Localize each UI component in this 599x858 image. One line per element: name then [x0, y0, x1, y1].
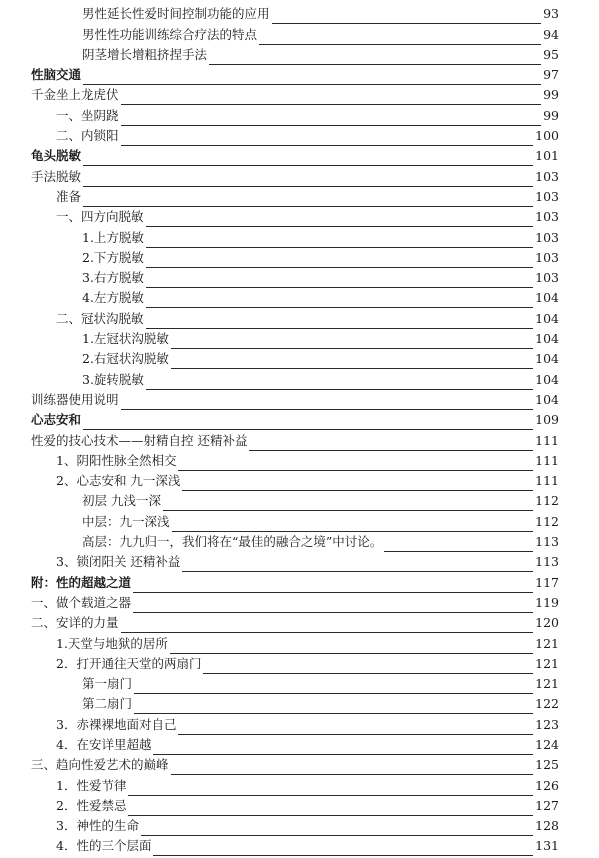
toc-entry-title: 男性延长性爱时间控制功能的应用 [82, 4, 272, 24]
toc-leader-line [31, 165, 559, 166]
toc-entry-title: 二、安详的力量 [31, 613, 121, 633]
toc-entry-title: 1.上方脱敏 [82, 228, 146, 248]
toc-page-number: 103 [533, 268, 559, 288]
toc-page-number: 99 [541, 85, 559, 105]
toc-entry-title: 三、趋向性爱艺术的巅峰 [31, 755, 171, 775]
toc-entry-title: 4．在安详里超越 [56, 735, 153, 755]
toc-leader-line [56, 125, 559, 126]
toc-entry-title: 一、四方向脱敏 [56, 207, 146, 227]
toc-page-number: 104 [533, 370, 559, 390]
toc-leader-line [56, 145, 559, 146]
toc-entry [0, 554, 599, 574]
toc-page-number: 100 [533, 126, 559, 146]
toc-entry [0, 696, 599, 716]
toc-page-number: 112 [533, 512, 559, 532]
toc-entry-title: 阴茎增长增粗挤捏手法 [82, 45, 209, 65]
toc-entry [0, 777, 599, 797]
toc-page-number: 103 [533, 167, 559, 187]
toc-entry-title: 4.左方脱敏 [82, 288, 146, 308]
toc-entry [0, 270, 599, 290]
toc-entry-title: 手法脱敏 [31, 167, 83, 187]
toc-entry-title: 1．性爱节律 [56, 776, 128, 796]
toc-entry [0, 47, 599, 67]
toc-page-number: 109 [533, 410, 559, 430]
toc-entry-title: 2．性爱禁忌 [56, 796, 128, 816]
toc-entry-title: 性脑交通 [31, 65, 83, 85]
toc-page-number: 131 [533, 836, 559, 856]
toc-entry [0, 412, 599, 432]
toc-entry-title: 1.天堂与地狱的居所 [56, 634, 170, 654]
toc-page-number: 101 [533, 146, 559, 166]
toc-entry-title: 1、阴阳性脉全然相交 [56, 451, 178, 471]
toc-leader-line [82, 287, 559, 288]
toc-page-number: 103 [533, 207, 559, 227]
toc-entry-title: 3.旋转脱敏 [82, 370, 146, 390]
toc-entry-title: 4．性的三个层面 [56, 836, 153, 856]
toc-entry [0, 473, 599, 493]
toc-entry-title: 二、内锁阳 [56, 126, 121, 146]
toc-entry [0, 6, 599, 26]
toc-page-number: 94 [541, 25, 559, 45]
toc-entry [0, 513, 599, 533]
toc-entry [0, 453, 599, 473]
toc-page-number: 128 [533, 816, 559, 836]
toc-page-number: 123 [533, 715, 559, 735]
toc-entry-title: 附：性的超越之道 [31, 573, 133, 593]
toc-entry-title: 第一扇门 [82, 674, 134, 694]
toc-page-number: 99 [541, 106, 559, 126]
toc-entry-title: 2.右冠状沟脱敏 [82, 349, 171, 369]
toc-page-number: 103 [533, 187, 559, 207]
toc-entry [0, 574, 599, 594]
toc-page-number: 119 [533, 593, 559, 613]
toc-entry [0, 168, 599, 188]
toc-entry [0, 67, 599, 87]
toc-page-number: 111 [533, 431, 559, 451]
toc-page-number: 113 [533, 552, 559, 572]
toc-leader-line [82, 389, 559, 390]
toc-entry-title: 一、做个载道之器 [31, 593, 133, 613]
toc-entry [0, 432, 599, 452]
toc-entry-title: 二、冠状沟脱敏 [56, 309, 146, 329]
toc-entry-title: 1.左冠状沟脱敏 [82, 329, 171, 349]
toc-entry-title: 高层：九九归一，我们将在“最佳的融合之境”中讨论。 [82, 532, 384, 552]
toc-page-number: 121 [533, 674, 559, 694]
toc-page-number: 121 [533, 654, 559, 674]
toc-page-number: 97 [541, 65, 559, 85]
toc-page-number: 103 [533, 248, 559, 268]
toc-entry [0, 148, 599, 168]
table-of-contents [0, 6, 599, 858]
toc-entry [0, 209, 599, 229]
toc-page-number: 104 [533, 390, 559, 410]
toc-page-number: 111 [533, 451, 559, 471]
toc-page-number: 103 [533, 228, 559, 248]
toc-entry [0, 371, 599, 391]
toc-page-number: 117 [533, 573, 559, 593]
toc-entry [0, 757, 599, 777]
toc-leader-line [82, 693, 559, 694]
toc-page-number: 127 [533, 796, 559, 816]
toc-entry-title: 第二扇门 [82, 694, 134, 714]
toc-entry-title: 训练器使用说明 [31, 390, 121, 410]
toc-entry-title: 准备 [56, 187, 83, 207]
toc-entry-title: 2.下方脱敏 [82, 248, 146, 268]
toc-entry [0, 331, 599, 351]
toc-page-number: 126 [533, 776, 559, 796]
toc-entry [0, 493, 599, 513]
toc-entry [0, 656, 599, 676]
toc-page-number: 121 [533, 634, 559, 654]
toc-page-number: 122 [533, 694, 559, 714]
toc-entry [0, 290, 599, 310]
toc-entry [0, 716, 599, 736]
toc-entry [0, 128, 599, 148]
toc-entry [0, 392, 599, 412]
toc-entry [0, 26, 599, 46]
toc-entry [0, 737, 599, 757]
toc-entry [0, 676, 599, 696]
toc-leader-line [56, 795, 559, 796]
toc-entry [0, 595, 599, 615]
toc-entry-title: 2、心志安和 九一深浅 [56, 471, 182, 491]
toc-entry-title: 一、坐阴跷 [56, 106, 121, 126]
toc-page-number: 104 [533, 329, 559, 349]
toc-page-number: 125 [533, 755, 559, 775]
toc-page-number: 124 [533, 735, 559, 755]
toc-entry [0, 615, 599, 635]
toc-entry-title: 3．神性的生命 [56, 816, 141, 836]
toc-page-number: 104 [533, 349, 559, 369]
toc-entry-title: 3、锁闭阳关 还精补益 [56, 552, 182, 572]
toc-leader-line [82, 307, 559, 308]
toc-page-number: 112 [533, 491, 559, 511]
toc-entry [0, 534, 599, 554]
toc-entry [0, 635, 599, 655]
toc-entry [0, 351, 599, 371]
toc-entry [0, 798, 599, 818]
toc-entry [0, 107, 599, 127]
toc-leader-line [82, 247, 559, 248]
toc-entry-title: 男性性功能训练综合疗法的特点 [82, 25, 259, 45]
toc-leader-line [82, 267, 559, 268]
toc-page-number: 111 [533, 471, 559, 491]
toc-entry [0, 310, 599, 330]
toc-page-number: 95 [541, 45, 559, 65]
toc-page-number: 104 [533, 288, 559, 308]
toc-page-number: 93 [541, 4, 559, 24]
toc-page-number: 104 [533, 309, 559, 329]
toc-entry [0, 189, 599, 209]
toc-page-number: 113 [533, 532, 559, 552]
toc-entry-title: 2．打开通往天堂的两扇门 [56, 654, 203, 674]
toc-leader-line [31, 186, 559, 187]
toc-entry-title: 千金坐上龙虎伏 [31, 85, 121, 105]
toc-entry-title: 中层：九一深浅 [82, 512, 172, 532]
toc-entry-title: 初层 九浅一深 [82, 491, 163, 511]
toc-entry-title: 3．赤裸裸地面对自己 [56, 715, 178, 735]
toc-entry-title: 心志安和 [31, 410, 83, 430]
toc-entry [0, 250, 599, 270]
toc-entry-title: 性爱的技心技术——射精自控 还精补益 [31, 431, 249, 451]
toc-entry [0, 229, 599, 249]
toc-entry [0, 838, 599, 858]
toc-entry-title: 3.右方脱敏 [82, 268, 146, 288]
toc-entry-title: 龟头脱敏 [31, 146, 83, 166]
toc-entry [0, 87, 599, 107]
toc-page-number: 120 [533, 613, 559, 633]
toc-entry [0, 818, 599, 838]
